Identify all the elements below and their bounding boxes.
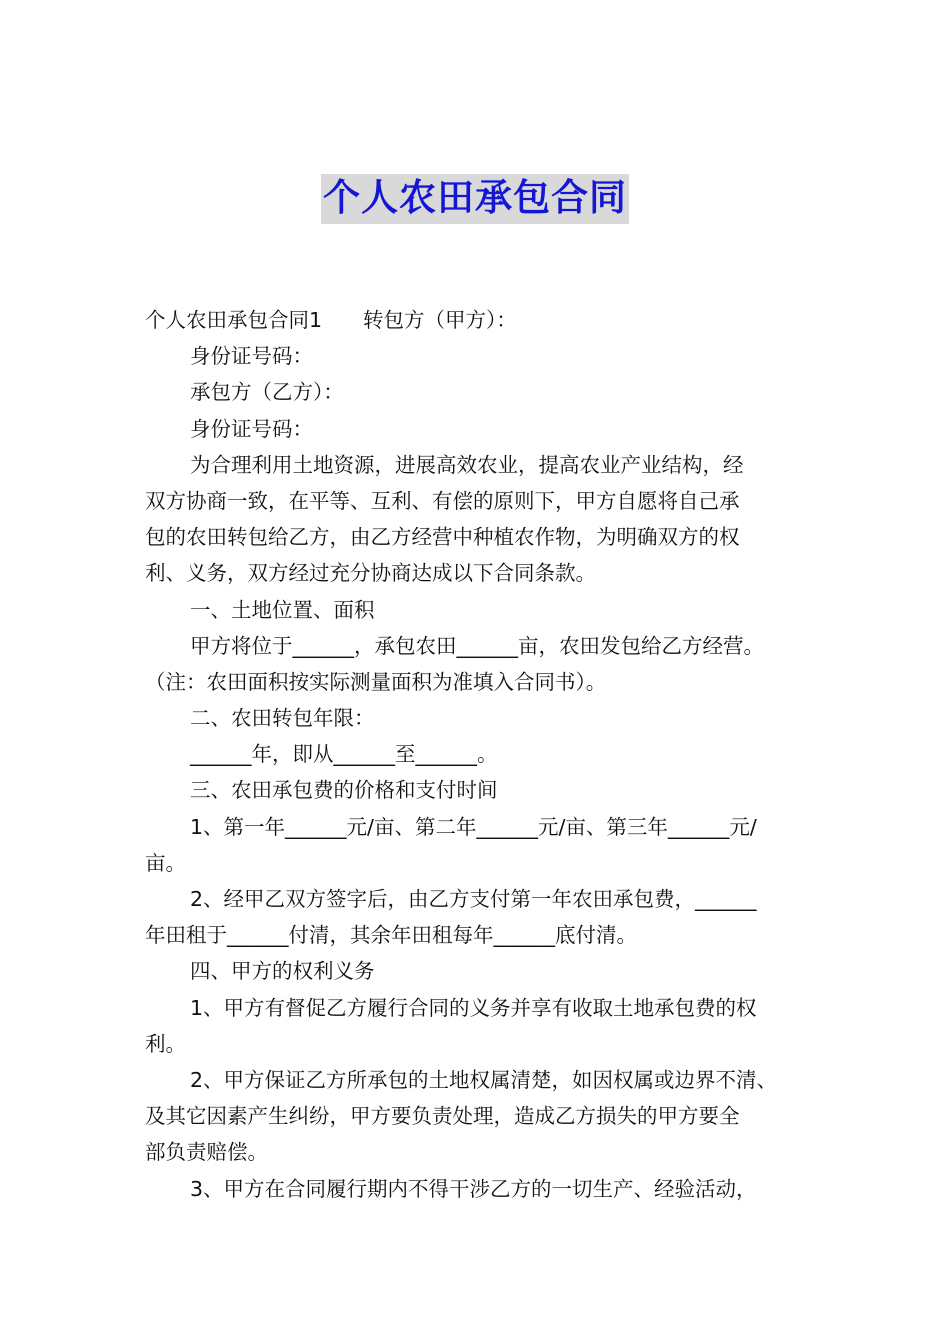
body-line: 身份证号码： bbox=[190, 416, 313, 441]
body-line: 3、甲方在合同履行期内不得干涉乙方的一切生产、经验活动， bbox=[190, 1176, 757, 1201]
body-line: 亩。 bbox=[145, 850, 186, 875]
section-heading: 一、土地位置、面积 bbox=[190, 597, 375, 622]
section-heading: 四、甲方的权利义务 bbox=[190, 959, 375, 984]
body-line: 2、经甲乙双方签字后，由乙方支付第一年农田承包费，______ bbox=[190, 887, 757, 911]
body-line: 利。 bbox=[145, 1031, 186, 1056]
body-line: 双方协商一致，在平等、互利、有偿的原则下，甲方自愿将自己承 bbox=[145, 488, 740, 513]
document-body bbox=[145, 302, 813, 1207]
body-line: 甲方将位于______，承包农田______亩，农田发包给乙方经营。 bbox=[190, 633, 764, 658]
title-container bbox=[0, 174, 950, 224]
body-line: 利、义务，双方经过充分协商达成以下合同条款。 bbox=[145, 561, 596, 586]
body-line: 身份证号码： bbox=[190, 344, 313, 369]
section-heading: 三、农田承包费的价格和支付时间 bbox=[190, 778, 498, 803]
body-line: 及其它因素产生纠纷，甲方要负责处理，造成乙方损失的甲方要全 bbox=[145, 1104, 740, 1129]
section-heading: 二、农田转包年限： bbox=[190, 706, 375, 731]
body-line: 1、甲方有督促乙方履行合同的义务并享有收取土地承包费的权 bbox=[190, 995, 757, 1020]
body-line: 年田租于______付清，其余年田租每年______底付清。 bbox=[145, 923, 637, 948]
body-line: 个人农田承包合同1 转包方（甲方）： bbox=[145, 308, 517, 332]
body-line: 包的农田转包给乙方，由乙方经营中种植农作物，为明确双方的权 bbox=[145, 525, 740, 550]
body-line: 承包方（乙方）： bbox=[190, 380, 344, 405]
body-line: 1、第一年______元/亩、第二年______元/亩、第三年______元/ bbox=[190, 814, 757, 839]
document-title: 个人农田承包合同 bbox=[321, 174, 629, 224]
body-line: ______年，即从______至______。 bbox=[190, 742, 498, 767]
body-line: 部负责赔偿。 bbox=[145, 1140, 268, 1165]
body-line: （注：农田面积按实际测量面积为准填入合同书）。 bbox=[145, 669, 607, 694]
body-line: 2、甲方保证乙方所承包的土地权属清楚，如因权属或边界不清、 bbox=[190, 1067, 778, 1092]
body-line: 为合理利用土地资源，进展高效农业，提高农业产业结构，经 bbox=[190, 452, 744, 477]
